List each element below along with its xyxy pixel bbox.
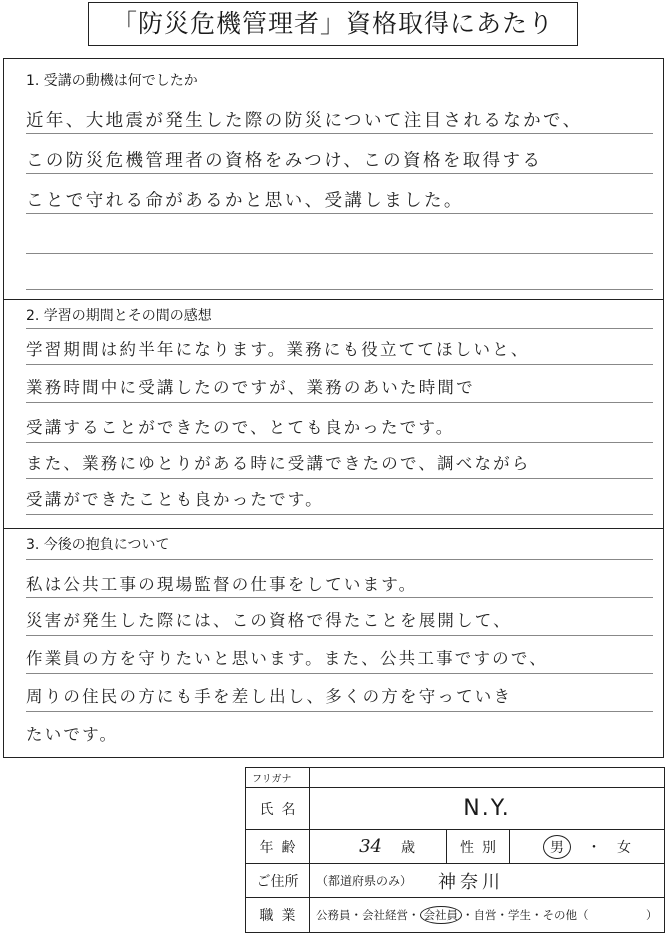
ruled-line <box>26 559 653 560</box>
sex-options <box>510 830 664 863</box>
ruled-line <box>26 402 653 403</box>
answer-line: 近年、大地震が発生した際の防災について注目されるなかで、 <box>26 111 583 131</box>
page-title: 「防災危機管理者」資格取得にあたり <box>88 2 578 46</box>
ruled-line <box>26 635 653 636</box>
ruled-line <box>26 673 653 674</box>
ruled-line <box>26 173 653 174</box>
section-heading: 1. 受講の動機は何でしたか <box>26 73 198 89</box>
name-value: N.Y. <box>463 796 511 821</box>
sex-male-selected: 男 <box>543 835 571 859</box>
age-unit: 歳 <box>401 839 415 856</box>
answer-line: 学習期間は約半年になります。業務にも役立ててほしいと、 <box>26 340 530 359</box>
essay-box <box>3 58 664 758</box>
age-label: 年齢 <box>246 830 310 863</box>
answer-line: また、業務にゆとりがある時に受講できたので、調べながら <box>26 454 531 473</box>
section-aspirations <box>4 529 663 757</box>
answer-line: 作業員の方を守りたいと思います。また、公共工事ですので、 <box>26 649 548 668</box>
address-value: 神奈川 <box>438 871 504 893</box>
ruled-line <box>26 597 653 598</box>
answer-line: たいです。 <box>26 725 119 744</box>
name-label: 氏名 <box>246 788 310 829</box>
sex-female: 女 <box>617 839 631 856</box>
section-heading: 2. 学習の期間とその間の感想 <box>26 308 212 324</box>
ruled-line <box>26 213 653 214</box>
section-motivation <box>4 59 663 299</box>
address-row <box>246 864 664 898</box>
answer-line: 私は公共工事の現場監督の仕事をしています。 <box>26 575 418 594</box>
ruled-line <box>26 133 653 134</box>
info-form <box>245 767 665 933</box>
answer-line: この防災危機管理者の資格をみつけ、この資格を取得する <box>26 151 543 171</box>
occupation-after: ・自営・学生・その他（ ） <box>462 908 658 922</box>
answer-line: 災害が発生した際には、この資格で得たことを展開して、 <box>26 611 512 630</box>
ruled-line <box>26 289 653 290</box>
answer-line: 周りの住民の方にも手を差し出し、多くの方を守っていき <box>26 687 513 706</box>
ruled-line <box>26 253 653 254</box>
occupation-label: 職業 <box>246 898 310 932</box>
address-note: （都道府県のみ） <box>316 874 413 888</box>
ruled-line <box>26 442 653 443</box>
occupation-row <box>246 898 664 932</box>
ruled-line <box>26 514 653 515</box>
ruled-line <box>26 711 653 712</box>
section-study-period <box>4 300 663 528</box>
ruled-line <box>26 364 653 365</box>
occupation-options <box>316 898 660 932</box>
age-value: 34 <box>359 836 382 857</box>
occupation-before: 公務員・会社経営・ <box>316 908 420 922</box>
furigana-row <box>246 768 664 788</box>
ruled-line <box>26 478 653 479</box>
answer-line: 受講することができたので、とても良かったです。 <box>26 418 455 437</box>
sex-separator: ・ <box>587 839 601 856</box>
address-label: ご住所 <box>246 864 310 897</box>
answer-line: 業務時間中に受講したのですが、業務のあいた時間で <box>26 378 475 397</box>
ruled-line <box>26 328 653 329</box>
answer-line: 受講ができたことも良かったです。 <box>26 490 324 509</box>
furigana-label: フリガナ <box>246 768 310 787</box>
occupation-selected: 会社員 <box>420 906 463 924</box>
age-sex-row <box>246 830 664 864</box>
answer-line: ことで守れる命があるかと思い、受講しました。 <box>26 191 464 211</box>
section-heading: 3. 今後の抱負について <box>26 537 170 553</box>
name-row <box>246 788 664 830</box>
sex-label: 性別 <box>446 830 510 863</box>
